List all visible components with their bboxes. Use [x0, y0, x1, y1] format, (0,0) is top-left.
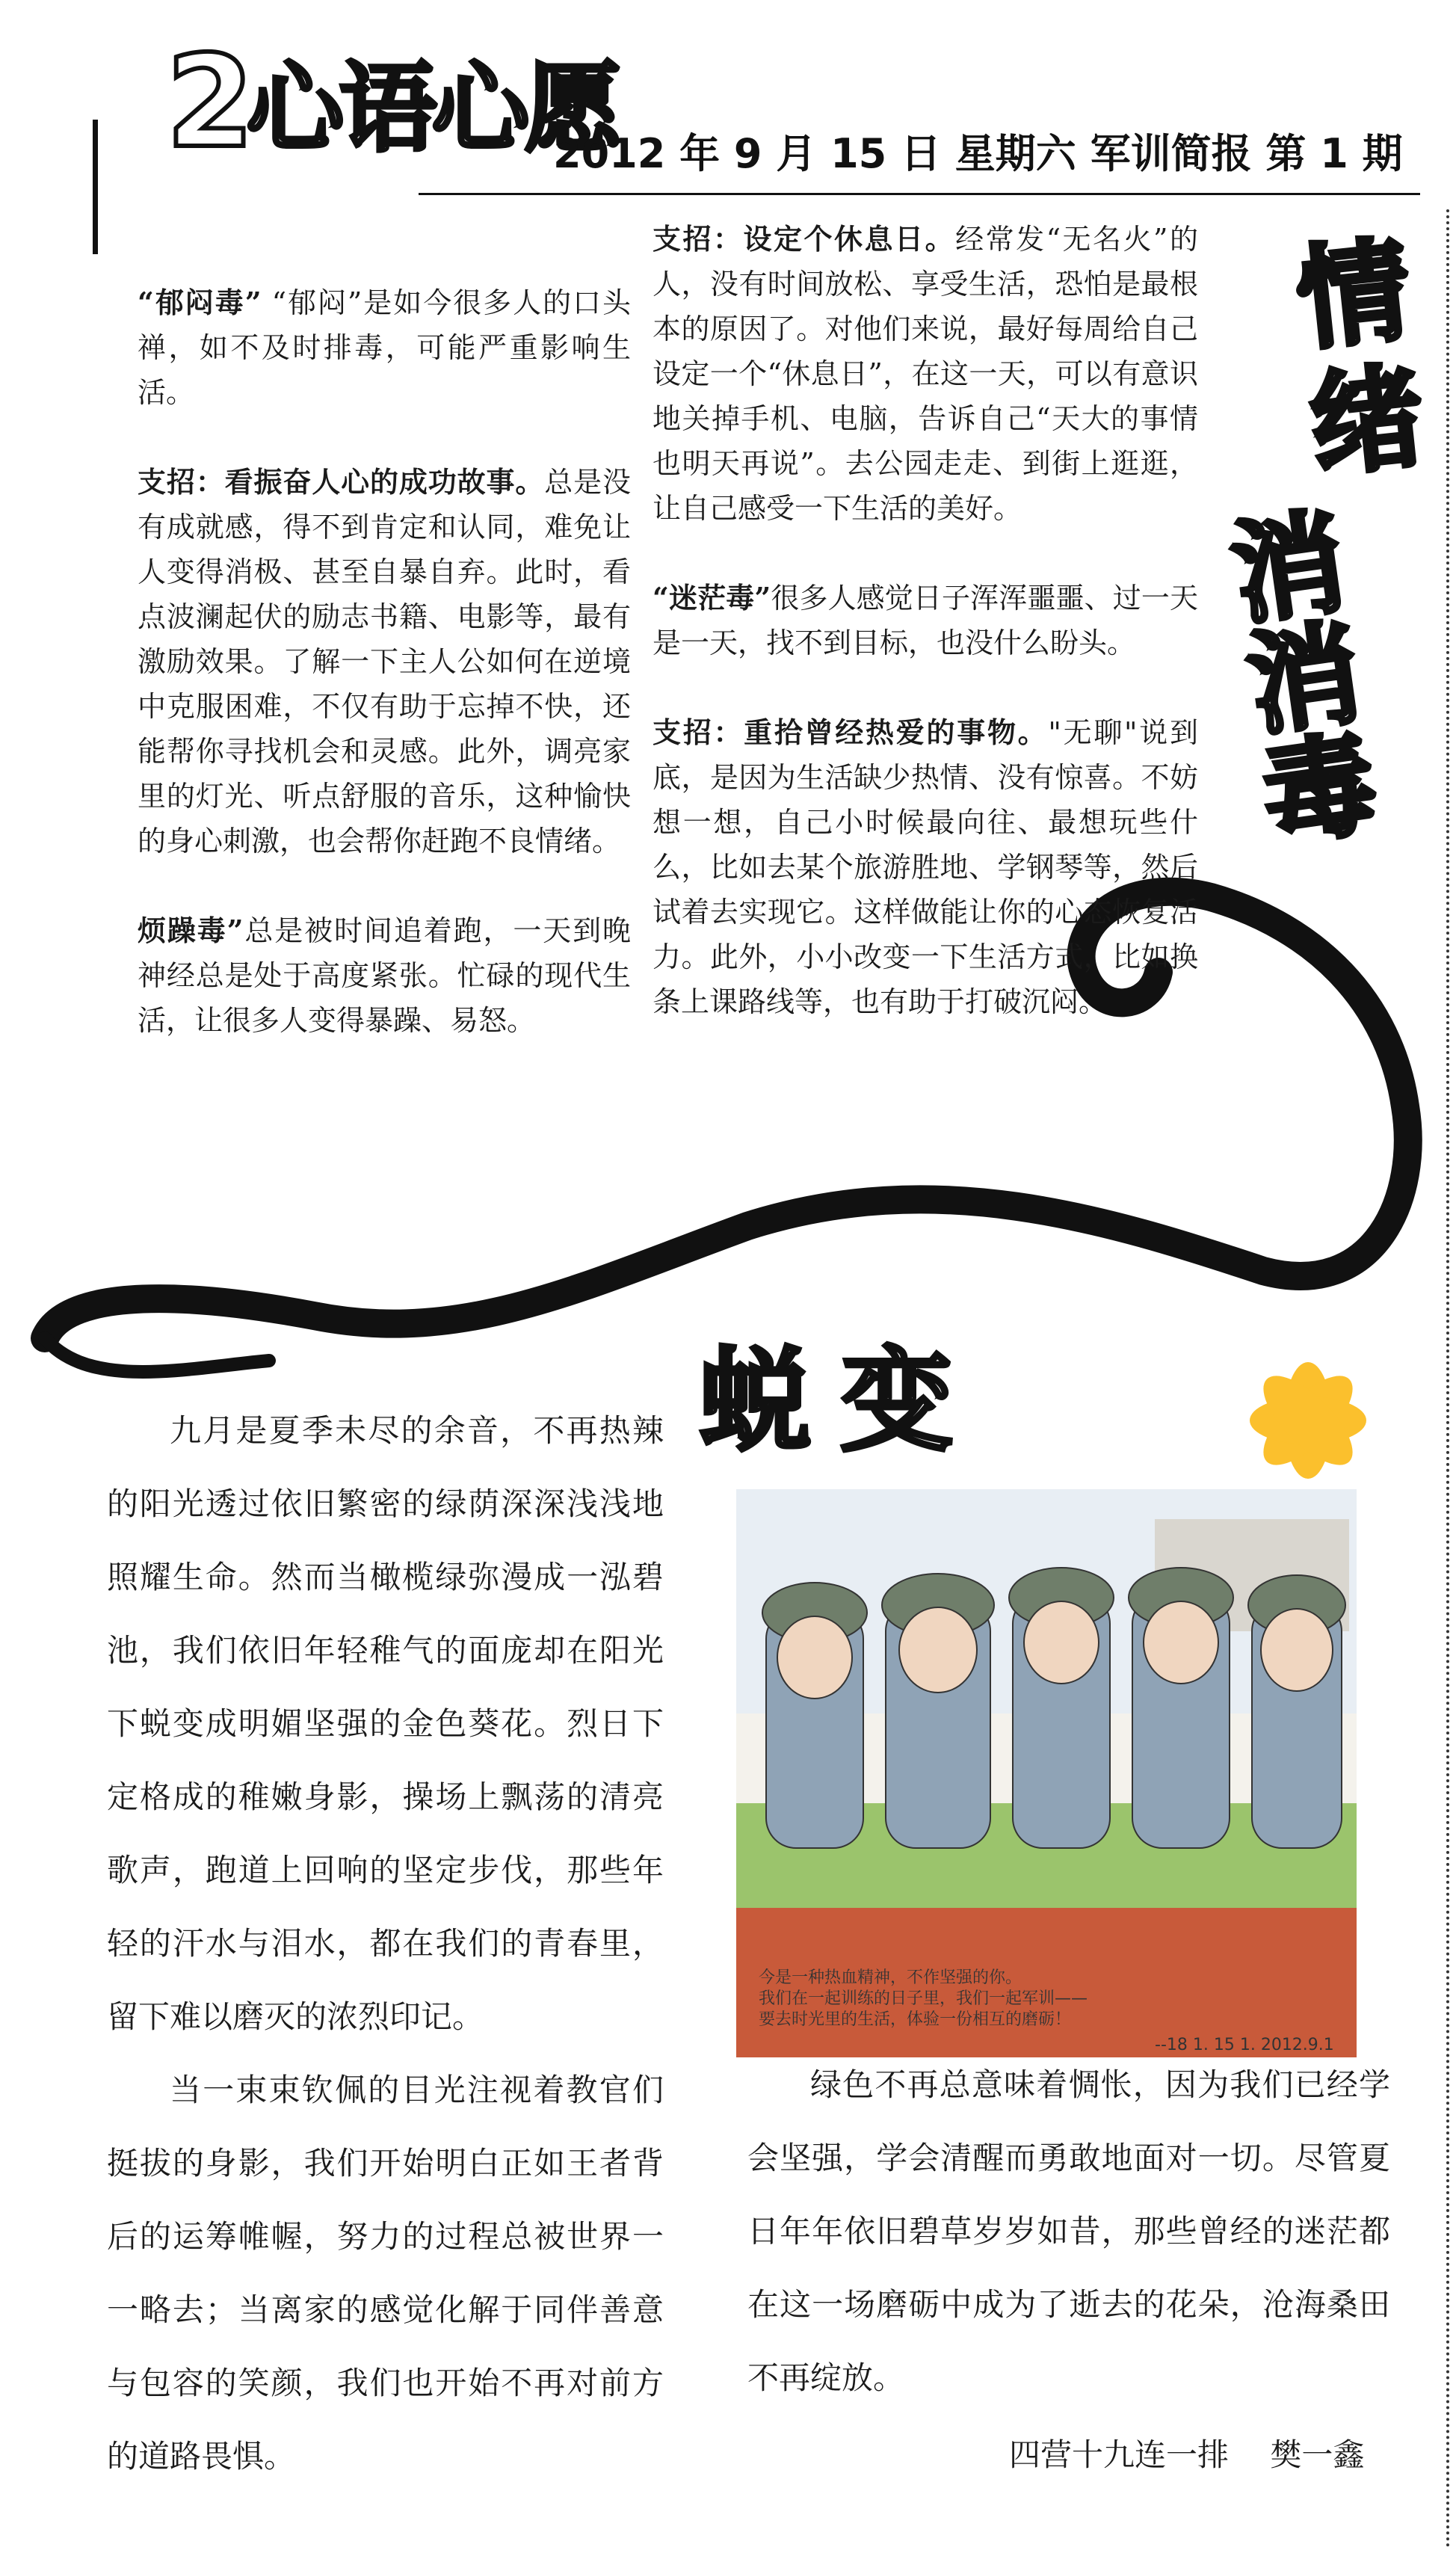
- illustration-caption-line: 今是一种热血精神，不作坚强的你。: [759, 1968, 1022, 1987]
- illustration-caption-line: 要去时光里的生活，体验一份相互的磨砺！: [759, 2010, 1072, 2029]
- paragraph: [653, 576, 1198, 665]
- essay-left-column: [107, 1394, 664, 2493]
- military-training-illustration: [736, 1489, 1357, 2057]
- paragraph: [138, 908, 631, 1043]
- paragraph: [653, 217, 1198, 531]
- paragraph: [138, 460, 631, 863]
- section-title-detox: 消消毒: [1205, 501, 1381, 853]
- author-byline: 四营十九连一排 樊一鑫: [1009, 2436, 1365, 2473]
- paragraph-body: "无聊"说到底，是因为生活缺少热情、没有惊喜。不妨想一想，自己小时候最向往、最想玩些什么，比如去某个旅游胜地、学钢琴等，然后试着去实现它。这样做能让你的心态恢复活力。此外，小小改变一下生活方式，比如换条上课路线等，也有助于打破沉闷。: [653, 716, 1198, 1018]
- essay-paragraph: 九月是夏季未尽的余音，不再热辣的阳光透过依旧繁密的绿荫深深浅浅地照耀生命。然而当橄榄绿弥漫成一泓碧池，我们依旧年轻稚气的面庞却在阳光下蜕变成明媚坚强的金色葵花。烈日下定格成的稚嫩身影，操场上飘荡的清亮歌声，跑道上回响的坚定步伐，那些年轻的汗水与泪水，都在我们的青春里，留下难以磨灭的浓烈印记。: [107, 1412, 664, 2035]
- paragraph-body: 很多人感觉日子浑浑噩噩、过一天是一天，找不到目标，也没什么盼头。: [653, 582, 1198, 659]
- essay-right-column: [747, 2048, 1390, 2415]
- section-title-emotion: 情绪: [1291, 225, 1430, 493]
- paragraph: [138, 280, 631, 415]
- illustration-signature: --18 1. 15 1. 2012.9.1: [1155, 2036, 1334, 2054]
- masthead-title: 心语心愿: [247, 52, 618, 165]
- illustration-caption-line: 我们在一起训练的日子里，我们一起军训——: [759, 1989, 1088, 2008]
- paragraph-body: 经常发“无名火”的人，没有时间放松、享受生活，恐怕是最根本的原因了。对他们来说，最好每周给自己设定一个“休息日”，在这一天，可以有意识地关掉手机、电脑，告诉自己“天大的事情也明天再说”。去公园走走、到街上逛逛，让自己感受一下生活的美好。: [653, 223, 1198, 525]
- section-title-transformation: 蜕变: [699, 1337, 984, 1467]
- paragraph-lead: “郁闷毒”: [138, 286, 262, 319]
- essay-paragraph: 绿色不再总意味着惆怅，因为我们已经学会坚强，学会清醒而勇敢地面对一切。尽管夏日年年依旧碧草岁岁如昔，那些曾经的迷茫都在这一场磨砺中成为了逝去的花朵，沧海桑田不再绽放。: [747, 2066, 1390, 2396]
- article-column-left: [138, 280, 631, 1043]
- paragraph-body: 总是没有成就感，得不到肯定和认同，难免让人变得消极、甚至自暴自弃。此时，看点波澜起伏的励志书籍、电影等，最有激励效果。了解一下主人公如何在逆境中克服困难，不仅有助于忘掉不快，还能帮你寻找机会和灵感。此外，调亮家里的灯光、听点舒服的音乐，这种愉快的身心刺激，也会帮你赶跑不良情绪。: [138, 466, 631, 857]
- flower-icon: [1218, 1338, 1398, 1503]
- essay-paragraph: 当一束束钦佩的目光注视着教官们挺拔的身影，我们开始明白正如王者背后的运筹帷幄，努力的过程总被世界一一略去；当离家的感觉化解于同伴善意与包容的笑颜，我们也开始不再对前方的道路畏惧。: [107, 2072, 664, 2475]
- paragraph-lead: 烦躁毒”: [138, 914, 244, 947]
- paragraph-lead: 支招：重拾曾经热爱的事物。: [653, 715, 1049, 749]
- issue-page-number: 2: [166, 28, 255, 176]
- paragraph-lead: 支招：设定个休息日。: [653, 222, 956, 256]
- paragraph-body: “郁闷”是如今很多人的口头禅，如不及时排毒，可能严重影响生活。: [138, 286, 631, 409]
- paragraph: [653, 710, 1198, 1024]
- paragraph-lead: 支招：看振奋人心的成功故事。: [138, 465, 545, 499]
- article-column-right: [653, 217, 1198, 1024]
- paragraph-body: 总是被时间追着跑，一天到晚神经总是处于高度紧张。忙碌的现代生活，让很多人变得暴躁、易怒。: [138, 914, 631, 1037]
- paragraph-lead: “迷茫毒”: [653, 581, 771, 615]
- dateline: 2012 年 9 月 15 日 星期六 军训简报 第 1 期: [553, 130, 1403, 177]
